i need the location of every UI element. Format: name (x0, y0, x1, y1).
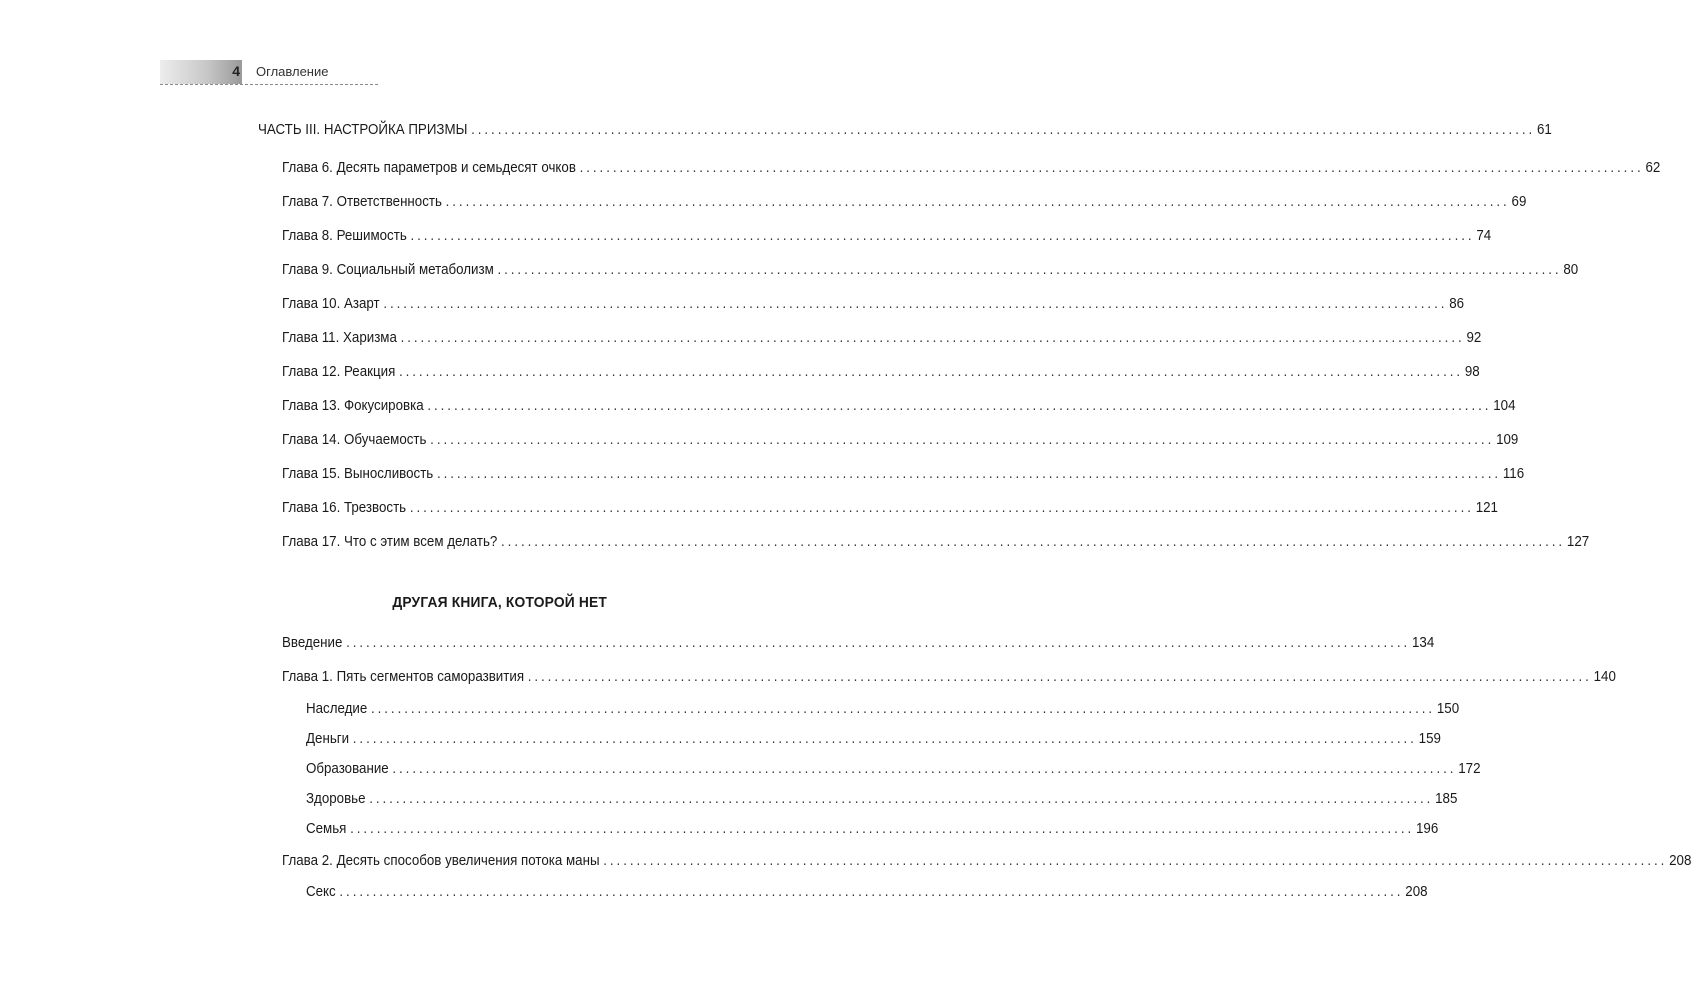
toc-entry-page: 61 (1536, 122, 1552, 138)
toc-leader-dots: ................................................................................................................................................................ (436, 466, 1501, 482)
toc-leader-dots: ................................................................................................................................................................ (398, 364, 1464, 380)
toc-subsection-entry[interactable] (306, 699, 1460, 719)
toc-entry-page: 74 (1476, 228, 1492, 244)
toc-leader-dots: ................................................................................................................................................................ (430, 432, 1495, 448)
toc-leader-dots: ................................................................................................................................................................ (471, 122, 1536, 138)
toc-chapter-entry[interactable] (282, 260, 1579, 280)
toc-entry-title: Глава 6. Десять параметров и семьдесят очков (282, 160, 576, 176)
toc-leader-dots: ................................................................................................................................................................ (369, 791, 1434, 807)
page-header (160, 60, 380, 88)
toc-leader-dots: ................................................................................................................................................................ (392, 761, 1457, 777)
toc-entry-page: 208 (1669, 853, 1691, 869)
toc-chapter-entry[interactable] (282, 430, 1519, 450)
toc-subsection-entry[interactable] (306, 759, 1481, 779)
toc-entry-title: Глава 13. Фокусировка (282, 398, 424, 414)
toc-leader-dots: ................................................................................................................................................................ (497, 262, 1562, 278)
section-heading (0, 594, 1000, 611)
toc-entry-title: Глава 7. Ответственность (282, 194, 442, 210)
toc-entry-page: 121 (1475, 500, 1498, 516)
toc-leader-dots: ................................................................................................................................................................ (339, 884, 1404, 900)
toc-entry-page: 62 (1645, 160, 1661, 176)
toc-subsection-entry[interactable] (306, 819, 1439, 839)
toc-entry-title: Глава 10. Азарт (282, 296, 380, 312)
toc-chapter-entry[interactable] (282, 226, 1492, 246)
toc-entry-page: 109 (1496, 432, 1519, 448)
toc-entry-page: 208 (1405, 884, 1428, 900)
toc-entry-title: Введение (282, 635, 343, 651)
toc-leader-dots: ................................................................................................................................................................ (370, 701, 1436, 717)
toc-entry-title: Глава 2. Десять способов увеличения потока маны (282, 853, 600, 869)
toc-chapter-entry[interactable] (282, 851, 1691, 871)
toc-entry-title: Наследие (306, 701, 368, 717)
toc-entry-title: Глава 12. Реакция (282, 364, 396, 380)
toc-entry-title: Глава 15. Выносливость (282, 466, 434, 482)
toc-part-entry[interactable] (258, 120, 1552, 140)
toc-entry-page: 98 (1464, 364, 1480, 380)
toc-leader-dots: ................................................................................................................................................................ (350, 821, 1415, 837)
toc-entry-page: 140 (1593, 669, 1616, 685)
toc-leader-dots: ................................................................................................................................................................ (603, 853, 1668, 869)
toc-entry-page: 150 (1436, 701, 1460, 717)
toc-entry-title: Глава 8. Решимость (282, 228, 407, 244)
toc-subsection-entry[interactable] (306, 789, 1458, 809)
toc-leader-dots: ................................................................................................................................................................ (527, 669, 1592, 685)
toc-leader-dots: ................................................................................................................................................................ (400, 330, 1465, 346)
toc-leader-dots: ................................................................................................................................................................ (427, 398, 1492, 414)
header-dashed-rule (160, 84, 378, 85)
toc-chapter-entry[interactable] (282, 667, 1616, 687)
toc-leader-dots: ................................................................................................................................................................ (501, 534, 1566, 550)
toc-leader-dots: ................................................................................................................................................................ (445, 194, 1510, 210)
toc-entry-page: 69 (1511, 194, 1527, 210)
toc-entry-page: 86 (1449, 296, 1465, 312)
toc-leader-dots: ................................................................................................................................................................ (383, 296, 1448, 312)
toc-leader-dots: ................................................................................................................................................................ (409, 500, 1474, 516)
toc-entry-page: 134 (1411, 635, 1435, 651)
toc-entry-title: Образование (306, 761, 389, 777)
toc-entry-page: 185 (1435, 791, 1458, 807)
toc-entry-page: 104 (1493, 398, 1516, 414)
toc-entry[interactable] (282, 633, 1435, 653)
toc-entry-title: Секс (306, 884, 336, 900)
toc-entry-title: Глава 14. Обучаемость (282, 432, 427, 448)
toc-entry-page: 127 (1566, 534, 1590, 550)
toc-entry-page: 196 (1415, 821, 1439, 837)
toc-entry-page: 92 (1466, 330, 1482, 346)
toc-entry-page: 116 (1502, 466, 1525, 482)
toc-entry-title: Деньги (306, 731, 350, 747)
toc-entry-title: Глава 1. Пять сегментов саморазвития (282, 669, 525, 685)
toc-entry-page: 80 (1563, 262, 1579, 278)
toc-chapter-entry[interactable] (282, 362, 1480, 382)
toc-entry-title: Глава 17. Что с этим всем делать? (282, 534, 498, 550)
section-heading-text: ДРУГАЯ КНИГА, КОТОРОЙ НЕТ (392, 594, 608, 611)
toc-entry-title: Глава 9. Социальный метаболизм (282, 262, 494, 278)
toc-leader-dots: ................................................................................................................................................................ (410, 228, 1475, 244)
toc-entry-title: Глава 11. Харизма (282, 330, 397, 346)
running-title: Оглавление (256, 64, 329, 79)
toc-entry-title: ЧАСТЬ III. НАСТРОЙКА ПРИЗМЫ (258, 122, 468, 138)
toc-chapter-entry[interactable] (282, 192, 1527, 212)
toc-subsection-entry[interactable] (306, 882, 1428, 902)
toc-leader-dots: ................................................................................................................................................................ (352, 731, 1417, 747)
toc-chapter-entry[interactable] (282, 328, 1482, 348)
toc-entry-page: 159 (1418, 731, 1441, 747)
toc-chapter-entry[interactable] (282, 464, 1525, 484)
toc-chapter-entry[interactable] (282, 532, 1590, 552)
toc-entry-title: Здоровье (306, 791, 366, 807)
toc-chapter-entry[interactable] (282, 396, 1516, 416)
toc-leader-dots: ................................................................................................................................................................ (346, 635, 1411, 651)
toc-entry-title: Глава 16. Трезвость (282, 500, 407, 516)
page-number: 4 (232, 63, 240, 79)
toc-chapter-entry[interactable] (282, 294, 1465, 314)
toc-chapter-entry[interactable] (282, 498, 1498, 518)
toc-subsection-entry[interactable] (306, 729, 1441, 749)
toc-leader-dots: ................................................................................................................................................................ (579, 160, 1644, 176)
toc-entry-page: 172 (1458, 761, 1481, 777)
toc-chapter-entry[interactable] (282, 158, 1661, 178)
toc-entry-title: Семья (306, 821, 347, 837)
